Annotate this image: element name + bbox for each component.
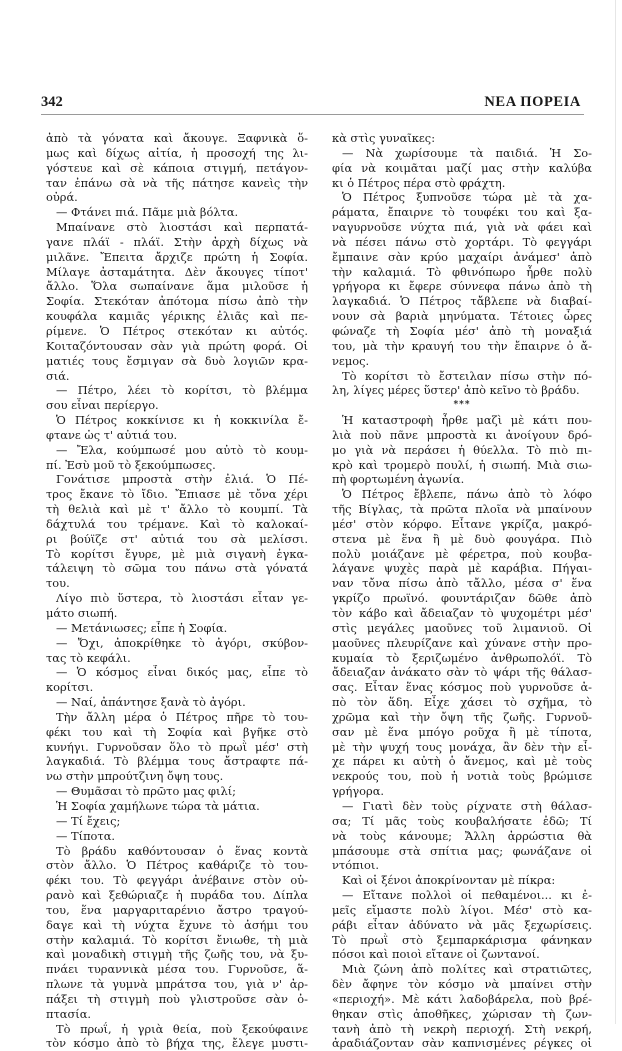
text-line: ἄδειαζαν ἀνάκατο σὰν τὸ ψάρι τῆς θάλασ- — [332, 665, 592, 680]
text-line: Μπαίνανε στὸ λιοστάσι καὶ περπατά- — [56, 220, 308, 235]
text-line: — Ὄχι, ἀποκρίθηκε τὸ ἀγόρι, σκύβον- — [56, 635, 308, 650]
text-line: ματιές τους ἔσμιγαν σὰ δυὸ λογιῶν κρα- — [46, 353, 308, 368]
page-number: 342 — [41, 94, 63, 110]
right-column — [332, 131, 592, 1051]
text-line: δαγε καὶ τὴ νύχτα ἔχυνε τὸ ἀσήμι του — [46, 917, 308, 932]
text-line: ρίμενε. Ὁ Πέτρος στεκόταν κι αὐτός. — [46, 323, 308, 338]
text-line: τὴ θελιὰ καὶ μὲ τ' ἄλλο τὸ κουμπί. Τὰ — [46, 502, 308, 517]
text-line: στὴν καλαμιά. Τὸ κορίτσι ἔνιωθε, τὴ μιὰ — [46, 932, 308, 947]
text-line: ἀραδιάζονταν σὰν καπνισμένες ρέγκες οἱ — [332, 1036, 592, 1051]
text-line: λαγκαδιά. Ὁ Πέτρος τἄβλεπε νὰ διαβαί- — [332, 294, 592, 309]
text-line: Ὁ Πέτρος ἔβλεπε, πάνω ἀπὸ τὸ λόφο — [342, 487, 592, 502]
text-line: πόσοι καὶ ποιοὶ εἴτανε οἱ ζωντανοί. — [332, 947, 540, 962]
text-line: λαγκαδιά. Τὸ βλέμμα τους ἄστραφτε πά- — [46, 754, 308, 769]
text-line: σας. Εἶταν ἕνας κόσμος ποὺ γυρνοῦσε ἀ- — [332, 680, 592, 695]
text-line: στενα μὲ ἕνα ἢ μὲ δυὸ φουγάρα. Πιὸ — [332, 531, 592, 546]
text-line: πνάει τυραννικὰ μέσα του. Γυρνοῦσε, ἅ- — [46, 962, 308, 977]
text-line: Σοφία. Στεκόταν ἀπότομα πίσω ἀπὸ τὴν — [46, 294, 308, 309]
text-line: του, ἕνα μαργαριταρένιο ἄστρο τραγού- — [46, 902, 308, 917]
text-line: λη, λίγες μέρες ὕστερ' ἀπὸ κεῖνο τὸ βράδυ. — [332, 383, 580, 398]
text-line: τάλειψη τὸ σῶμα του πάνω στὰ γόνατά — [46, 561, 308, 576]
text-line: χε πάρει κι αὐτὴ ὁ ἄνεμος, καὶ μὲ τοὺς — [332, 754, 592, 769]
text-line: κι ὁ Πέτρος πέρα στὸ φράχτη. — [332, 175, 506, 190]
text-line: γκρίζο πρωϊνό. φουντάριζαν δῶθε ἀπὸ — [332, 591, 592, 606]
text-line: ταν ἐπάνω σὰ νὰ τῆς πάτησε κανεὶς τὴν — [46, 175, 308, 190]
text-line: κυμαία τὸ ξεριζωμένο ἀνθρωπολόϊ. Τὸ — [332, 650, 592, 665]
text-line: τὴν καλαμιά. Τὸ φθινόπωρο ἦρθε πολὺ — [332, 264, 592, 279]
text-line: Ὁ Πέτρος κοκκίνισε κι ἡ κοκκινίλα ἔ- — [56, 413, 308, 428]
section-separator: *** — [453, 400, 471, 411]
text-line: γόστευε καὶ σὲ κάποια στιγμή, πετάγον- — [46, 160, 308, 175]
text-line: νεμος. — [332, 353, 370, 368]
text-line: τῆς Βίγλας, τὰ πρῶτα πλοῖα νὰ μπαίνουν — [332, 502, 592, 517]
text-line: πτασία. — [46, 1006, 92, 1021]
text-line: καὶ μοναδικὴ στιγμὴ τῆς ζωῆς του, νὰ ξυ- — [46, 947, 308, 962]
text-line: σα; Τί μᾶς τοὺς κουβαλήσατε ἐδῶ; Τί — [332, 813, 592, 828]
text-line: — Τίποτα. — [56, 828, 116, 843]
text-line: νεκρούς του, ποὺ ἡ νοτιὰ τοὺς βρώμισε — [332, 769, 592, 784]
text-line: δάχτυλά του τρέμανε. Καὶ τὸ καλοκαί- — [46, 516, 308, 531]
text-line: φέκι του. Τὸ φεγγάρι ἀνέβαινε στὸν οὐ- — [46, 873, 308, 888]
text-line: — Γιατὶ δὲν τοὺς ρίχνατε στὴ θάλασ- — [342, 798, 592, 813]
text-line: νω στὴν μπρούτζινη ὄψη τους. — [46, 769, 224, 784]
text-line: πὸ τὸν ἅδη. Εἶχε χάσει τὸ σχῆμα, τὸ — [332, 695, 592, 710]
text-line: στὶς μεγάλες μαοῦνες τοῦ λιμανιοῦ. Οἱ — [332, 620, 592, 635]
text-line: — Ὁ κόσμος εἶναι δικός μας, εἶπε τὸ — [56, 665, 308, 680]
text-line: ἀπὸ τὰ γόνατα καὶ ἄκουγε. Ξαφνικὰ ὅ- — [46, 131, 308, 145]
text-line: τρος ἔκανε τὸ ἴδιο. Ἔπιασε μὲ τὄνα χέρι — [46, 487, 308, 502]
text-line: — Θυμᾶσαι τὸ πρῶτο μας φιλί; — [56, 784, 237, 799]
page-header — [41, 94, 581, 116]
text-line: Μιὰ ζώνη ἀπὸ πολίτες καὶ στρατιῶτες, — [342, 962, 592, 977]
text-line: — Ἔλα, κούμπωσέ μου αὐτὸ τὸ κουμ- — [56, 442, 308, 457]
text-line: σαν μὲ ἕνα μπόγο ροῦχα ἢ μὲ τίποτα, — [332, 724, 592, 739]
text-line: Καὶ οἱ ξένοι ἀποκρίνονταν μὲ πίκρα: — [342, 873, 556, 888]
text-line: Τὸ πρωῒ στὸ ξεμπαρκάρισμα φάνηκαν — [332, 932, 592, 947]
text-line: κουφάλα καμιᾶς γέρικης ἐλιᾶς καὶ πε- — [46, 309, 308, 324]
text-line: μέσ' στὸν κόρφο. Εἶτανε γκρίζα, μακρό- — [332, 516, 592, 531]
text-line: ναγυρνοῦσε νύχτα πιά, γιὰ νὰ φάει καὶ — [332, 220, 592, 235]
text-line: κὰ στὶς γυναῖκες: — [332, 131, 436, 145]
text-line: Τὸ βράδυ καθόντουσαν ὁ ἕνας κοντὰ — [56, 843, 308, 858]
text-line: λάγανε ψυχὲς παρὰ μὲ καράβια. Πήγαι- — [332, 561, 592, 576]
text-line: ρι βούϊζε στ' αὐτιά του σὰ μελίσσι. — [46, 531, 308, 546]
text-line: πολὺ μοιάζανε μὲ φέρετρα, ποὺ κουβα- — [332, 546, 592, 561]
text-line: οὐρά. — [46, 190, 78, 205]
text-line: ντόπιοι. — [332, 858, 379, 873]
text-line: κρὸ καὶ τρομερὸ πουλί, ἡ σιωπή. Μιὰ σιω- — [332, 457, 592, 472]
text-line: σου εἶναι περίεργο. — [46, 398, 159, 413]
text-line: μεῖς εἴμαστε πολὺ λίγοι. Μέσ' στὸ κα- — [332, 902, 592, 917]
text-line: κυνήγι. Γυρνοῦσαν ὅλο τὸ πρωῒ μέσ' στὴ — [46, 739, 308, 754]
text-line: Τὸ κορίτσι ἔγυρε, μὲ μιὰ σιγανὴ ἐγκα- — [46, 546, 308, 561]
text-line: Τὸ κορίτσι τὸ ἔστειλαν πίσω στὴν πό- — [342, 368, 592, 383]
text-line: ναν τὄνα πίσω ἀπὸ τἄλλο, μέσα σ' ἕνα — [332, 576, 592, 591]
text-line: φτανε ὡς τ' αὐτιά του. — [46, 427, 178, 442]
text-line: Τὴν ἄλλη μέρα ὁ Πέτρος πῆρε τὸ του- — [56, 709, 308, 724]
text-line: πί. Ἐσὺ μοῦ τὸ ξεκούμπωσες. — [46, 457, 216, 472]
text-line: Ἡ Σοφία χαμήλωνε τώρα τὰ μάτια. — [56, 798, 260, 813]
text-line: Τὸ πρωΐ, ἡ γριὰ θεία, ποὺ ξεκούφαινε — [56, 1021, 308, 1036]
journal-title: ΝΕΑ ΠΟΡΕΙΑ — [484, 94, 581, 110]
page-edge — [615, 0, 616, 1024]
header-rule — [41, 114, 584, 115]
text-line: λιὰ ποὺ πᾶνε μπροστὰ κι ἀνοίγουν δρό- — [332, 427, 592, 442]
text-line: ράματα, ἔπαιρνε τὸ τουφέκι του καὶ ξα- — [332, 205, 592, 220]
text-line: γανε πλάϊ - πλάϊ. Στὴν ἀρχὴ δίχως νὰ — [46, 234, 308, 249]
text-line: ράβι εἶταν ἀδύνατο νὰ μᾶς ξεχωρίσεις. — [332, 917, 592, 932]
text-line: Ἡ καταστροφὴ ἦρθε μαζὶ μὲ κάτι που- — [342, 413, 592, 428]
text-line: χρῶμα καὶ τὴν ὄψη τῆς ζωῆς. Γυρνοῦ- — [332, 709, 592, 724]
text-line: μαοῦνες πλευρίζανε καὶ χύνανε στὴν προ- — [332, 635, 592, 650]
text-line: φώναζε τὴ Σοφία μέσ' ἀπὸ τὴ μοναξιά — [332, 323, 592, 338]
text-line: πλωνε τὰ γυμνὰ μπράτσα του, γιὰ ν' ἀρ- — [46, 977, 308, 992]
text-line: τὸν κάβο καὶ ἄδειαζαν τὸ ψυχομέτρι μέσ' — [332, 606, 592, 620]
text-line: — Ναί, ἀπάντησε ξανὰ τὸ ἀγόρι. — [56, 695, 246, 710]
text-line: — Εἴτανε πολλοὶ οἱ πεθαμένοι... κι ἐ- — [342, 888, 592, 903]
text-line: τανὴ ἀπὸ τὴ νεκρὴ περιοχή. Στὴ νεκρή, — [332, 1021, 592, 1036]
text-line: σιά. — [46, 368, 70, 383]
text-line: Κοιταζόντουσαν σὰν γιὰ πρώτη φορά. Οἱ — [46, 338, 308, 353]
text-line: Μίλαγε ἀσταμάτητα. Δὲν ἄκουγες τίποτ' — [46, 264, 308, 279]
text-line: του. — [46, 576, 70, 591]
text-line: πὴ φορτωμένη ἀγωνία. — [332, 472, 465, 487]
text-line: στὸν ἄλλο. Ὁ Πέτρος καθάριζε τὸ του- — [46, 858, 308, 873]
text-line: «περιοχή». Μὲ κάτι λαδοβάρελα, ποὺ βρέ- — [332, 991, 592, 1006]
text-line: Λίγο πιὸ ὕστερα, τὸ λιοστάσι εἶταν γε- — [56, 591, 308, 606]
text-line: ἄλλο. Ὅλα σωπαίνανε ἅμα μιλοῦσε ἡ — [46, 279, 308, 294]
text-line: — Πέτρο, λέει τὸ κορίτσι, τὸ βλέμμα — [56, 383, 308, 398]
text-line: Ὁ Πέτρος ξυπνοῦσε τώρα μὲ τὰ χα- — [342, 190, 592, 205]
text-line: μιλᾶνε. Ἔπειτα ἄρχιζε πρώτη ἡ Σοφία. — [46, 249, 308, 264]
text-line: νὰ πέσει πάνω στὸ χορτάρι. Τὸ φεγγάρι — [332, 234, 592, 249]
text-line: — Νὰ χωρίσουμε τὰ παιδιά. Ἡ Σο- — [342, 145, 592, 160]
text-line: ρανὸ καὶ ξεθώριαζε ἡ πυράδα του. Δίπλα — [46, 888, 308, 903]
text-line: τας τὸ κεφάλι. — [46, 650, 131, 665]
text-line: μὲ τὴν ψυχή τους μονάχα, ἂν δὲν τὴν εἶ- — [332, 739, 592, 754]
text-line: νὰ τοὺς κάνουμε; Ἄλλη ἀρρώστια θὰ — [332, 828, 592, 843]
text-line: φέκι του καὶ τὴ Σοφία καὶ βγῆκε στὸ — [46, 724, 308, 739]
text-line: νουν σὰ βαριὰ μηνύματα. Τέτοιες ὧρες — [332, 309, 592, 324]
left-column — [46, 131, 308, 1051]
text-line: ἔμπαινε σὰν κρύο μαχαίρι ἀνάμεσ' ἀπὸ — [332, 249, 592, 264]
text-line: — Μετάνιωσες; εἶπε ἡ Σοφία. — [56, 620, 228, 635]
text-line: μο γιὰ νὰ περάσει ἡ θύελλα. Τὸ πιὸ πι- — [332, 442, 592, 457]
text-line: Γονάτισε μπροστὰ στὴν ἐλιά. Ὁ Πέ- — [56, 472, 308, 487]
text-line: τὸν κόσμο ἀπὸ τὸ βήχα της, ἔλεγε μυστι- — [46, 1036, 308, 1051]
text-line: πάξει τὴ στιγμὴ ποὺ γλιστροῦσε σὰν ὀ- — [46, 991, 308, 1006]
text-line: μπάσουμε στὰ σπίτια μας; φωνάζανε οἱ — [332, 843, 592, 858]
text-line: κορίτσι. — [46, 680, 94, 695]
text-line: — Τί ἔχεις; — [56, 813, 121, 828]
text-line: δὲν ἄφηνε τὸν κόσμο νὰ μπαίνει στὴν — [332, 977, 592, 992]
text-line: θηκαν στὶς ἀποθῆκες, χώρισαν τὴ ζων- — [332, 1006, 592, 1021]
text-line: του, μὰ τὴν κραυγή του τὴν ἔπαιρνε ὁ ἄ- — [332, 338, 592, 353]
text-line: φία νὰ κοιμᾶται μαζί μας στὴν καλύβα — [332, 160, 592, 175]
text-line: γρήγορα κι ἔφερε σύννεφα πάνω ἀπὸ τὴ — [332, 279, 592, 294]
text-line: — Φτάνει πιά. Πᾶμε μιὰ βόλτα. — [56, 205, 239, 220]
text-line: μως καὶ δίχως αἰτία, ἡ προσοχή της λι- — [46, 145, 308, 160]
text-line: γρήγορα. — [332, 784, 385, 799]
text-line: μάτο σιωπή. — [46, 606, 118, 620]
